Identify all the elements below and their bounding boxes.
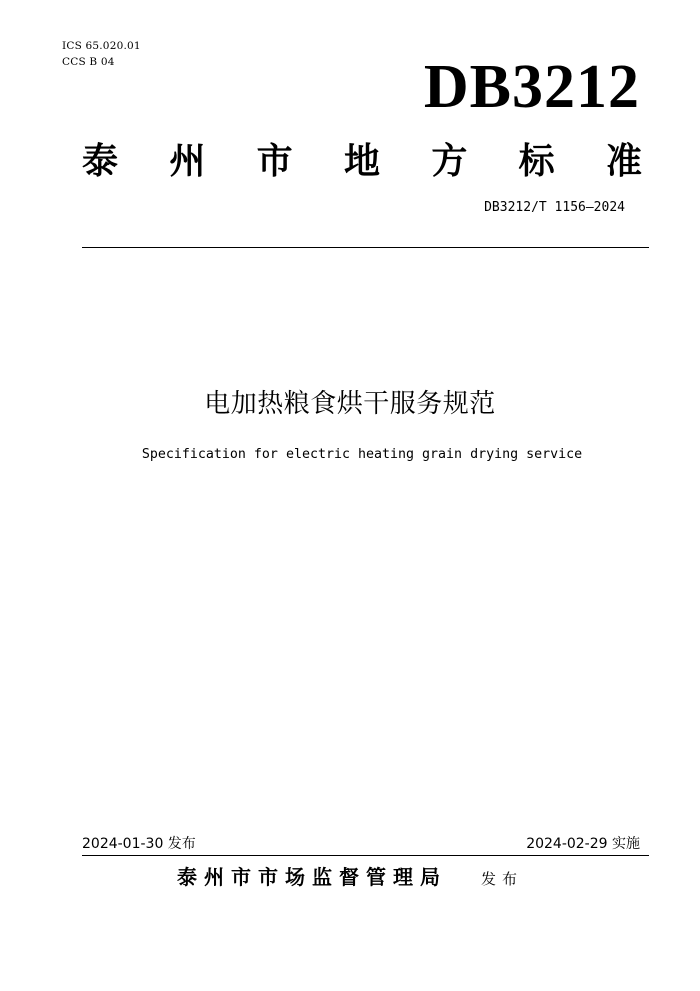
top-divider	[82, 247, 649, 248]
classification-codes	[62, 38, 141, 70]
bottom-divider	[82, 855, 649, 856]
standard-type-char: 市	[256, 140, 293, 182]
document-title-chinese: 电加热粮食烘干服务规范	[204, 389, 496, 419]
issuing-authority: 泰州市市场监督管理局	[176, 865, 447, 889]
standard-code: DB3212	[423, 53, 640, 121]
standard-type-char: 标	[518, 140, 555, 182]
ics-code: ICS 65.020.01	[62, 40, 141, 52]
issuer-line	[0, 862, 700, 894]
standard-type-char: 准	[605, 140, 642, 182]
standard-type-char: 地	[343, 140, 380, 182]
ccs-code: CCS B 04	[62, 56, 115, 68]
standard-type	[82, 136, 642, 186]
implementation-date: 2024-02-29 实施	[526, 836, 640, 852]
issue-date: 2024-01-30 发布	[82, 836, 196, 852]
standard-type-char: 州	[169, 140, 206, 182]
standard-type-char: 泰	[82, 140, 119, 182]
issuer-suffix: 发布	[480, 870, 523, 888]
standard-number: DB3212/T 1156—2024	[484, 200, 625, 215]
document-title-english: Specification for electric heating grain drying service	[141, 447, 583, 462]
standard-type-char: 方	[431, 140, 468, 182]
